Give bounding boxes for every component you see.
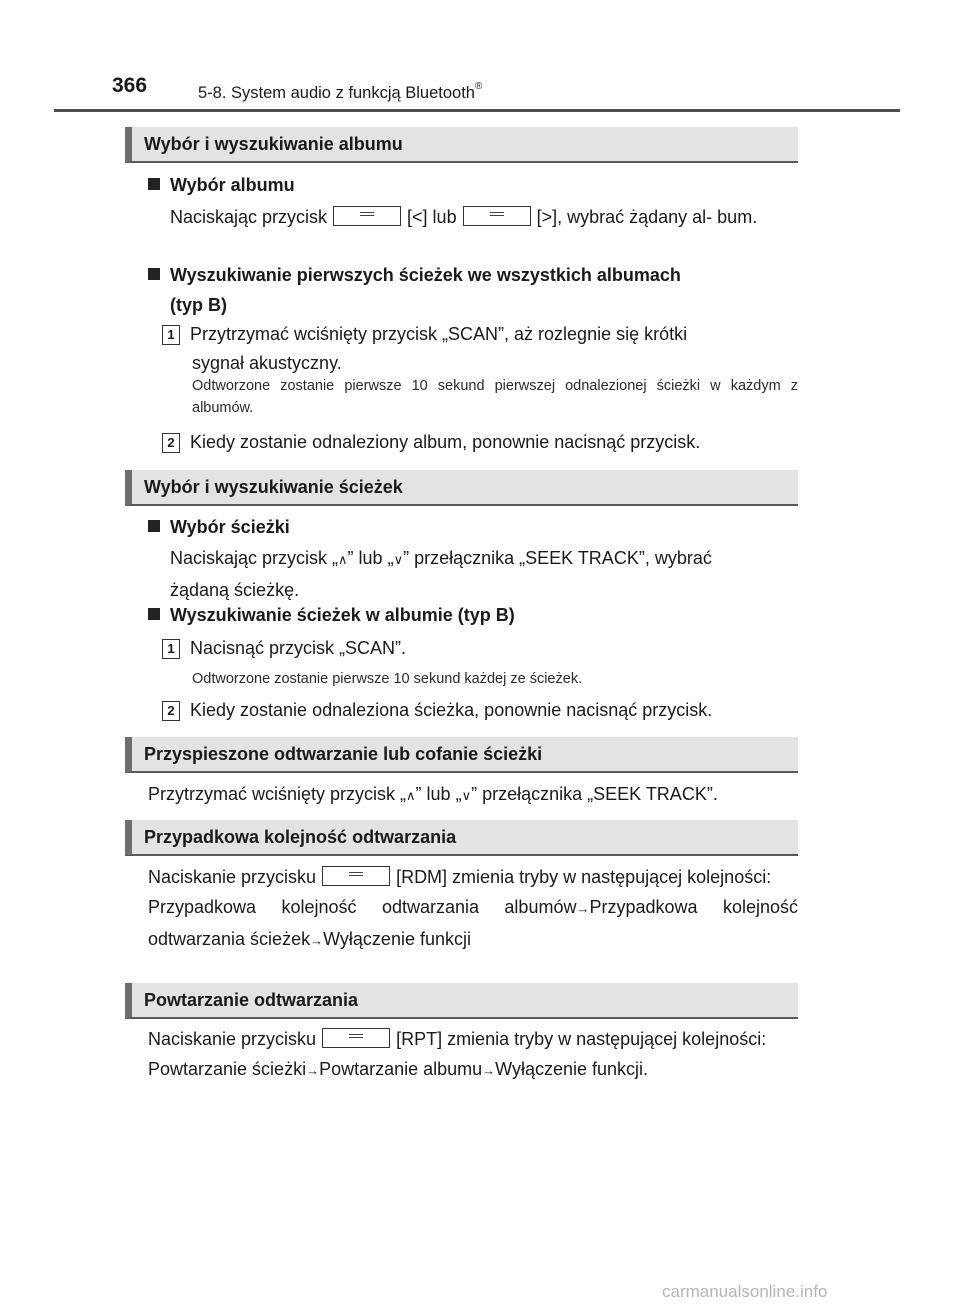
subheading-album-scan: Wyszukiwanie pierwszych ścieżek we wszystkich albumach (typ B) [148, 260, 798, 320]
seek-up-icon: ∧ [406, 788, 416, 803]
radio-button-icon [322, 1028, 390, 1048]
square-bullet-icon [148, 178, 160, 190]
registered-mark: ® [475, 81, 483, 92]
paragraph-album-select: Naciskając przycisk [<] lub [>], wybrać żądany al- bum. [170, 207, 758, 227]
radio-button-icon [333, 206, 401, 226]
paragraph-track-select: Naciskając przycisk „∧” lub „∨” przełącznika „SEEK TRACK”, wybrać żądaną ścieżkę. [170, 548, 712, 600]
paragraph-random: Naciskanie przycisku [RDM] zmienia tryby w następującej kolejności: Przypadkowa kolejność odtwarzania albumów→Przypadkowa kolejność odtwarzania ścieżek→Wyłączenie funkcji [148, 867, 798, 949]
watermark: carmanualsonline.info [662, 1282, 828, 1301]
arrow-right-icon: → [576, 901, 590, 916]
note-track-scan: Odtworzone zostanie pierwsze 10 sekund każdej ze ścieżek. [192, 671, 583, 687]
subheading-album-select: Wybór albumu [148, 170, 798, 200]
section-heading-track: Wybór i wyszukiwanie ścieżek [125, 470, 798, 506]
subheading-track-select: Wybór ścieżki [148, 512, 798, 542]
step-1-track-scan: 1 Nacisnąć przycisk „SCAN”. [162, 634, 798, 663]
radio-button-icon [322, 866, 390, 886]
page-number: 366 [112, 74, 148, 97]
header-divider [54, 109, 900, 112]
seek-down-icon: ∨ [461, 788, 472, 803]
paragraph-repeat: Naciskanie przycisku [RPT] zmienia tryby w następującej kolejności: Powtarzanie ścieżki→Powtarzanie albumu→Wyłączenie funkcji. [148, 1029, 767, 1079]
radio-button-icon [463, 206, 531, 226]
step-2-track-scan: 2 Kiedy zostanie odnaleziona ścieżka, ponownie nacisnąć przycisk. [162, 696, 798, 725]
step-number-badge: 1 [162, 639, 180, 659]
note-album-scan: Odtworzone zostanie pierwsze 10 sekund pierwszej odnalezionej ścieżki w każdym z albumów. [192, 378, 798, 416]
step-number-badge: 1 [162, 325, 180, 345]
square-bullet-icon [148, 608, 160, 620]
section-heading-album: Wybór i wyszukiwanie albumu [125, 127, 798, 163]
section-heading-random: Przypadkowa kolejność odtwarzania [125, 820, 798, 856]
seek-up-icon: ∧ [338, 552, 348, 567]
chapter-title: 5-8. System audio z funkcją Bluetooth® [198, 81, 483, 102]
step-number-badge: 2 [162, 701, 180, 721]
step-2-album-scan: 2 Kiedy zostanie odnaleziony album, ponownie nacisnąć przycisk. [162, 428, 798, 457]
step-1-album-scan: 1 Przytrzymać wciśnięty przycisk „SCAN”, aż rozlegnie się krótki sygnał akustyczny. [162, 320, 798, 378]
step-number-badge: 2 [162, 433, 180, 453]
seek-down-icon: ∨ [393, 552, 404, 567]
arrow-right-icon: → [310, 933, 324, 948]
arrow-right-icon: → [306, 1063, 320, 1078]
arrow-right-icon: → [482, 1063, 496, 1078]
square-bullet-icon [148, 268, 160, 280]
square-bullet-icon [148, 520, 160, 532]
paragraph-ffrew: Przytrzymać wciśnięty przycisk „∧” lub „∨” przełącznika „SEEK TRACK”. [148, 784, 718, 804]
section-heading-repeat: Powtarzanie odtwarzania [125, 983, 798, 1019]
section-heading-ffrew: Przyspieszone odtwarzanie lub cofanie ścieżki [125, 737, 798, 773]
subheading-track-scan: Wyszukiwanie ścieżek w albumie (typ B) [148, 600, 798, 630]
